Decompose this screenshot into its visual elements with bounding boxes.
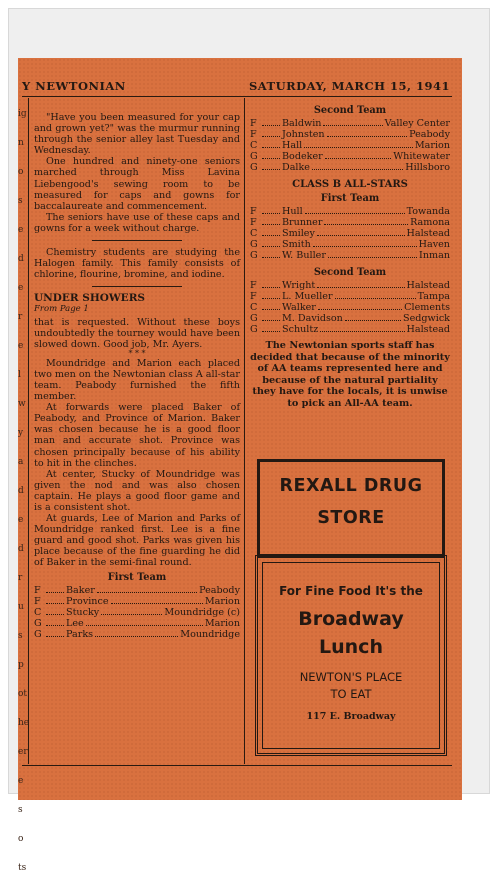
roster-position: G	[250, 250, 258, 262]
roster-position: F	[250, 217, 257, 229]
class-b-first-team-list	[250, 206, 450, 261]
fragment-text: e	[18, 776, 24, 786]
fragment-text: r	[18, 573, 23, 583]
fragment-text: d	[18, 254, 24, 264]
leader-dots	[262, 313, 280, 321]
roster-school: Tampa	[417, 291, 450, 303]
leader-dots	[262, 140, 280, 148]
class-a-second-team-list	[250, 118, 450, 173]
roster-position: F	[250, 280, 257, 292]
fragment-text: s	[18, 631, 23, 641]
roster-player-name: Baldwin	[282, 118, 322, 130]
divider	[92, 240, 182, 241]
roster-school: Peabody	[409, 129, 450, 141]
fragment-text: y	[18, 428, 24, 438]
roster-player-name: Hull	[282, 206, 303, 218]
leader-dots	[317, 280, 404, 288]
broadway-lunch-ad	[255, 555, 447, 756]
roster-school: Moundridge	[180, 628, 240, 640]
roster-school: Towanda	[406, 206, 450, 218]
broadway-ad-slogan-line2: TO EAT	[330, 687, 372, 701]
roster-player-name: W. Buller	[282, 250, 326, 262]
roster-row	[34, 618, 240, 629]
roster-school: Inman	[419, 250, 450, 262]
fragment-text: e	[18, 341, 24, 351]
class-b-second-team-list	[250, 280, 450, 335]
roster-school: Marion	[414, 140, 450, 152]
roster-school: Clements	[404, 302, 450, 314]
roster-school: Valley Center	[384, 118, 450, 130]
leader-dots	[324, 217, 408, 225]
leader-dots	[262, 228, 280, 236]
roster-player-name: Smiley	[282, 228, 315, 240]
fragment-text: w	[18, 399, 26, 409]
leader-dots	[262, 151, 280, 159]
roster-row	[250, 217, 450, 228]
leader-dots	[262, 118, 280, 126]
left-column	[34, 112, 240, 640]
separator-stars: * * *	[128, 348, 146, 358]
fragment-text: s	[18, 196, 23, 206]
article-allstars-p3: At center, Stucky of Moundridge was given the nod and was also chosen captain. He plays a good floor game and is a consistent shot.	[34, 468, 240, 513]
article-allstars-p4: At guards, Lee of Marion and Parks of Moundridge ranked first. Lee is a fine guard and good shot. Parks was given his place because of the fine guarding he did of Baker in the semi-final round.	[34, 513, 240, 569]
leader-dots	[262, 217, 280, 225]
masthead	[22, 77, 450, 97]
roster-position: C	[34, 606, 42, 618]
roster-row	[250, 151, 450, 162]
leader-dots	[335, 291, 416, 299]
roster-player-name: Bodeker	[282, 151, 323, 163]
roster-player-name: Walker	[282, 302, 316, 314]
leader-dots	[262, 280, 280, 288]
roster-row	[250, 129, 450, 140]
fragment-text: ig	[18, 109, 27, 119]
fragment-text: ts	[18, 863, 27, 873]
leader-dots	[101, 607, 162, 615]
roster-player-name: Province	[66, 595, 109, 607]
leader-dots	[95, 629, 178, 637]
leader-dots	[46, 629, 64, 637]
roster-row	[250, 313, 450, 324]
roster-position: G	[250, 313, 258, 325]
fragment-text: e	[18, 283, 24, 293]
roster-position: C	[250, 140, 258, 152]
fragment-text: u	[18, 602, 24, 612]
right-column	[250, 102, 450, 409]
leader-dots	[325, 151, 392, 159]
roster-row	[34, 629, 240, 640]
bottom-rule	[22, 765, 452, 766]
article-caps-gowns-p1: "Have you been measured for your cap and grown yet?" was the murmur running through the senior alley last Tuesday and Wednesday.	[34, 112, 240, 157]
roster-row	[34, 596, 240, 607]
roster-position: C	[250, 302, 258, 314]
roster-position: C	[250, 228, 258, 240]
fragment-text: a	[18, 457, 24, 467]
fragment-text: r	[18, 312, 23, 322]
roster-position: F	[250, 118, 257, 130]
broadway-ad-address: 117 E. Broadway	[306, 711, 396, 722]
roster-player-name: Schultz	[282, 324, 319, 336]
continued-from: From Page 1	[34, 304, 89, 315]
fragment-text: o	[18, 834, 24, 844]
rexall-ad-line2: STORE	[317, 508, 385, 528]
roster-school: Halstead	[406, 228, 450, 240]
leader-dots	[327, 129, 407, 137]
roster-school: Haven	[418, 239, 450, 251]
roster-school: Marion	[204, 595, 240, 607]
leader-dots	[345, 313, 401, 321]
second-team-title: Second Team	[313, 105, 387, 116]
roster-player-name: Wright	[282, 280, 316, 292]
roster-position: G	[250, 324, 258, 336]
leader-dots	[262, 250, 280, 258]
masthead-date: SATURDAY, MARCH 15, 1941	[248, 79, 450, 93]
roster-row	[250, 206, 450, 217]
broadway-ad-tagline: For Fine Food It's the	[279, 584, 423, 598]
leader-dots	[46, 607, 64, 615]
fragment-text: e	[18, 225, 24, 235]
column-rule-middle	[244, 98, 245, 764]
leader-dots	[318, 302, 402, 310]
roster-position: F	[250, 129, 257, 141]
roster-position: F	[250, 291, 257, 303]
fragment-text: he	[18, 718, 30, 728]
class-b-second-team-title: Second Team	[313, 267, 387, 279]
fragment-text: ot	[18, 689, 28, 699]
roster-position: F	[34, 595, 41, 607]
leader-dots	[304, 140, 413, 148]
roster-school: Ramona	[410, 217, 450, 229]
roster-position: G	[250, 162, 258, 174]
fragment-text: d	[18, 486, 24, 496]
fragment-text: p	[18, 660, 24, 670]
fragment-text: er	[18, 747, 28, 757]
roster-player-name: M. Davidson	[282, 313, 343, 325]
roster-position: G	[250, 151, 258, 163]
leader-dots	[328, 250, 417, 258]
leader-dots	[323, 118, 382, 126]
fragment-text: o	[18, 167, 24, 177]
cut-off-column-fragment	[18, 100, 30, 873]
leader-dots	[262, 239, 280, 247]
leader-dots	[262, 162, 280, 170]
roster-row	[250, 250, 450, 261]
class-b-heading: CLASS B ALL-STARS	[292, 179, 408, 191]
divider	[92, 286, 182, 287]
leader-dots	[317, 228, 405, 236]
roster-row	[250, 291, 450, 302]
roster-position: G	[34, 628, 42, 640]
roster-player-name: L. Mueller	[282, 291, 333, 303]
article-showers-p1: that is requested. Without these boys undoubtedly the tourney would have been slowed down. Good job, Mr. Ayers.	[34, 316, 240, 350]
rexall-ad-line1: REXALL DRUG	[279, 476, 423, 496]
roster-row	[250, 302, 450, 313]
fragment-text: l	[18, 370, 21, 380]
broadway-ad-inner-border	[262, 562, 440, 749]
broadway-ad-slogan-line1: NEWTON'S PLACE	[299, 670, 403, 684]
article-chemistry: Chemistry students are studying the Halogen family. This family consists of chlorine, flourine, bromine, and iodine.	[34, 247, 240, 281]
fragment-text: e	[18, 515, 24, 525]
roster-position: F	[34, 584, 41, 596]
roster-position: G	[250, 239, 258, 251]
leader-dots	[111, 596, 203, 604]
class-a-first-team-list	[34, 585, 240, 640]
masthead-rule	[22, 96, 452, 97]
roster-school: Peabody	[199, 584, 240, 596]
leader-dots	[320, 324, 404, 332]
roster-school: Marion	[204, 617, 240, 629]
article-allstars-p2: At forwards were placed Baker of Peabody, and Province of Marion. Baker was chosen because he is a good floor man and accurate shot. Province was chosen principally because of his ability to hit in the clinches.	[34, 402, 240, 469]
roster-school: Hillsboro	[405, 162, 450, 174]
class-b-first-team-title: First Team	[320, 193, 380, 205]
roster-player-name: Lee	[66, 617, 84, 629]
roster-player-name: Brunner	[282, 217, 323, 229]
roster-player-name: Parks	[66, 628, 94, 640]
roster-player-name: Dalke	[282, 162, 310, 174]
roster-school: Moundridge (c)	[164, 606, 240, 618]
broadway-ad-name-line2: Lunch	[319, 636, 383, 658]
roster-row	[250, 280, 450, 291]
leader-dots	[262, 129, 280, 137]
roster-school: Halstead	[406, 324, 450, 336]
roster-row	[250, 228, 450, 239]
leader-dots	[46, 618, 64, 626]
roster-row	[34, 607, 240, 618]
leader-dots	[262, 302, 280, 310]
article-caps-gowns-p3: The seniors have use of these caps and gowns for a week without charge.	[34, 211, 240, 234]
fragment-text: s	[18, 805, 23, 815]
leader-dots	[46, 585, 64, 593]
roster-school: Sedgwick	[403, 313, 450, 325]
broadway-ad-name-line1: Broadway	[298, 608, 404, 630]
leader-dots	[313, 239, 417, 247]
leader-dots	[262, 324, 280, 332]
roster-position: F	[250, 206, 257, 218]
leader-dots	[46, 596, 64, 604]
sports-staff-note: The Newtonian sports staff has decided that because of the minority of AA teams represented here and because of the natural partiality they have for the locals, it is unwise to pick an All-AA team.	[250, 340, 450, 409]
roster-row	[250, 118, 450, 129]
roster-school: Halstead	[406, 280, 450, 292]
fragment-text: d	[18, 544, 24, 554]
leader-dots	[312, 162, 403, 170]
roster-player-name: Johnsten	[282, 129, 325, 141]
article-caps-gowns-p2: One hundred and ninety-one seniors marched through Miss Lavina Liebengood's sewing room to be measured for caps and gowns for baccalaureate and commencement.	[34, 156, 240, 212]
roster-row	[34, 585, 240, 596]
first-team-title: First Team	[107, 571, 167, 583]
roster-player-name: Hall	[282, 140, 303, 152]
leader-dots	[262, 206, 280, 214]
rexall-drug-store-ad	[257, 459, 445, 557]
leader-dots	[262, 291, 280, 299]
column-rule-left	[28, 98, 29, 764]
roster-row	[250, 324, 450, 335]
roster-player-name: Baker	[66, 584, 95, 596]
fragment-text: n	[18, 138, 24, 148]
roster-player-name: Stucky	[66, 606, 100, 618]
roster-row	[250, 162, 450, 173]
leader-dots	[86, 618, 203, 626]
roster-player-name: Smith	[282, 239, 311, 251]
article-allstars-p1: Moundridge and Marion each placed two men on the Newtonian class A all-star team. Peabody furnished the fifth member.	[34, 357, 240, 403]
roster-school: Whitewater	[393, 151, 450, 163]
roster-row	[250, 140, 450, 151]
leader-dots	[97, 585, 197, 593]
roster-position: G	[34, 617, 42, 629]
masthead-paper-name: Y NEWTONIAN	[22, 79, 126, 93]
heading-under-showers: UNDER SHOWERS	[34, 292, 145, 305]
roster-row	[250, 239, 450, 250]
leader-dots	[305, 206, 405, 214]
